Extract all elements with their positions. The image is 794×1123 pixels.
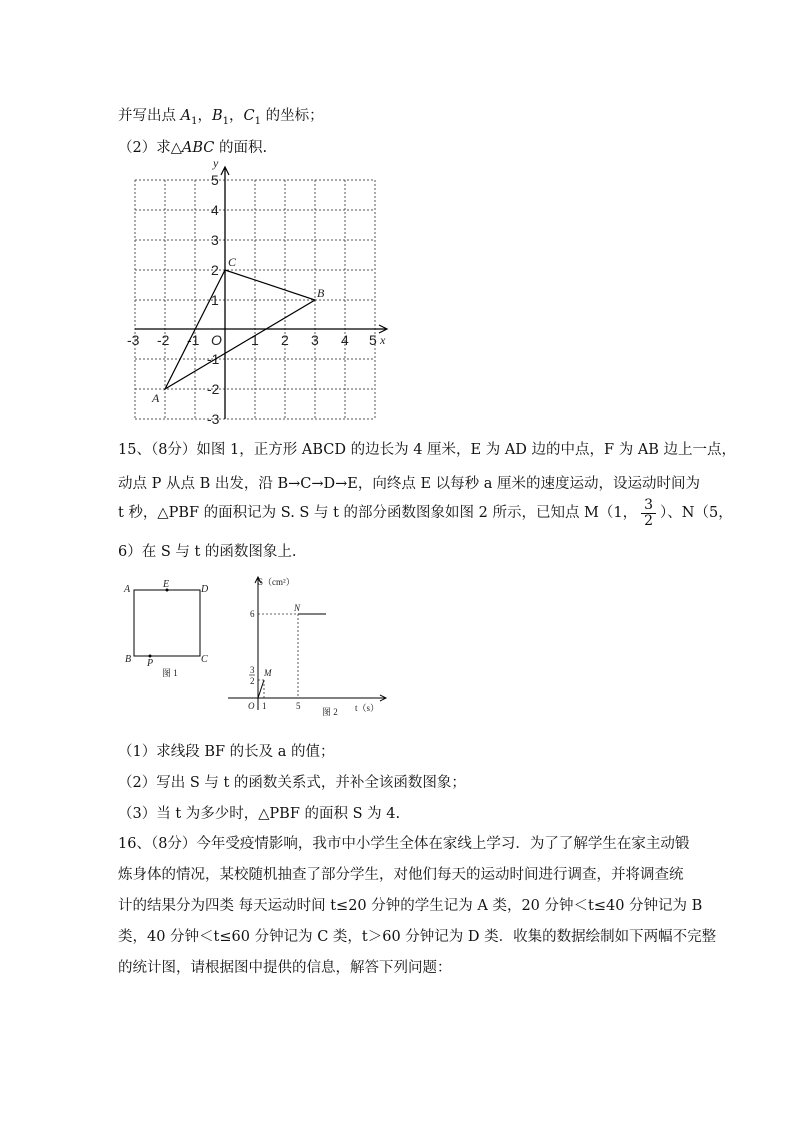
line-coordinates: 并写出点 $A_1$，$B_1$，$C_1$ 的坐标；	[118, 108, 324, 127]
q15-line-4: 6）在 S 与 t 的函数图象上.	[118, 544, 297, 560]
label-p: P	[147, 658, 154, 669]
s-tick-frac-num: 3	[250, 665, 255, 675]
s-tick-frac-den: 2	[250, 676, 255, 686]
y-axis-label: y	[213, 156, 219, 170]
x-axis-label: x	[380, 333, 386, 347]
t-axis-label: t（s）	[355, 703, 380, 713]
guide-lines	[258, 614, 298, 698]
label-c: C	[201, 654, 208, 665]
segment-o-m	[258, 680, 264, 698]
y-tick: 2	[211, 262, 219, 278]
q16-line-4: 类，40 分钟＜t≤60 分钟记为 C 类，t＞60 分钟记为 D 类．收集的数据绘制如下两幅不完整	[118, 929, 717, 945]
figure-1-caption: 图 1	[162, 668, 178, 678]
q16-line-3: 计的结果分为四类 每天运动时间 t≤20 分钟的学生记为 A 类，20 分钟＜t≤40 分钟记为 B	[118, 898, 703, 914]
label-d: D	[201, 584, 209, 595]
y-tick: 3	[211, 232, 219, 248]
s-axis-label: S（cm²）	[258, 577, 295, 587]
origin-label: O	[211, 332, 222, 348]
point-c-label: C	[228, 255, 237, 269]
q16-line-1: 16、（8分）今年受疫情影响，我市中小学生全体在家线上学习．为了了解学生在家主动锻	[118, 836, 690, 852]
s-tick-6: 6	[250, 609, 255, 619]
x-tick: -1	[187, 332, 200, 348]
x-tick: 3	[311, 332, 319, 348]
q15-sub-1: （1）求线段 BF 的长及 a 的值；	[118, 744, 335, 760]
y-tick: 4	[211, 202, 219, 218]
origin-o-label: O	[248, 701, 255, 711]
q15-line-3: t 秒，△PBF 的面积记为 S. S 与 t 的部分函数图象如图 2 所示，已知点 M（1， $\frac{3}{2}$ ）、N（5，	[118, 497, 733, 529]
q16-line-2: 炼身体的情况，某校随机抽查了部分学生，对他们每天的运动时间进行调查，并将调查统	[118, 867, 684, 883]
point-m-label: M	[264, 668, 272, 678]
point-a-label: A	[152, 391, 160, 405]
q15-sub-3: （3）当 t 为多少时，△PBF 的面积 S 为 4.	[118, 806, 401, 822]
x-tick: 5	[369, 332, 377, 348]
point-n-label: N	[294, 603, 301, 613]
q16-line-5: 的统计图，请根据图中提供的信息，解答下列问题：	[118, 960, 452, 976]
label-b: B	[125, 654, 132, 665]
t-tick-1: 1	[262, 701, 267, 711]
fraction-three-halves: $\frac{3}{2}$	[641, 498, 656, 528]
y-tick: 1	[211, 292, 219, 308]
x-tick: 4	[341, 332, 349, 348]
q15-sub-2: （2）写出 S 与 t 的函数关系式，并补全该函数图象；	[118, 775, 466, 791]
x-tick: 2	[281, 332, 289, 348]
line-area-question: （2）求△ABC 的面积.	[118, 140, 268, 156]
label-e: E	[163, 579, 170, 590]
q15-line-2: 动点 P 从点 B 出发，沿 B→C→D→E，向终点 E 以每秒 a 厘米的速度运动，设运动时间为	[118, 476, 701, 492]
q15-line-1: 15、（8分）如图 1，正方形 ABCD 的边长为 4 厘米，E 为 AD 边的中点，F 为 AB 边上一点，	[118, 442, 737, 458]
x-tick: 1	[251, 332, 259, 348]
y-tick: 5	[211, 172, 219, 188]
label-a: A	[124, 584, 131, 595]
x-tick: -3	[127, 332, 140, 348]
y-tick: -1	[207, 351, 220, 367]
t-tick-5: 5	[296, 701, 301, 711]
x-tick: -2	[157, 332, 170, 348]
y-tick: -2	[207, 381, 220, 397]
figure-2-caption: 图 2	[322, 707, 338, 717]
point-b-label: B	[317, 286, 325, 300]
y-tick: -3	[207, 411, 220, 427]
